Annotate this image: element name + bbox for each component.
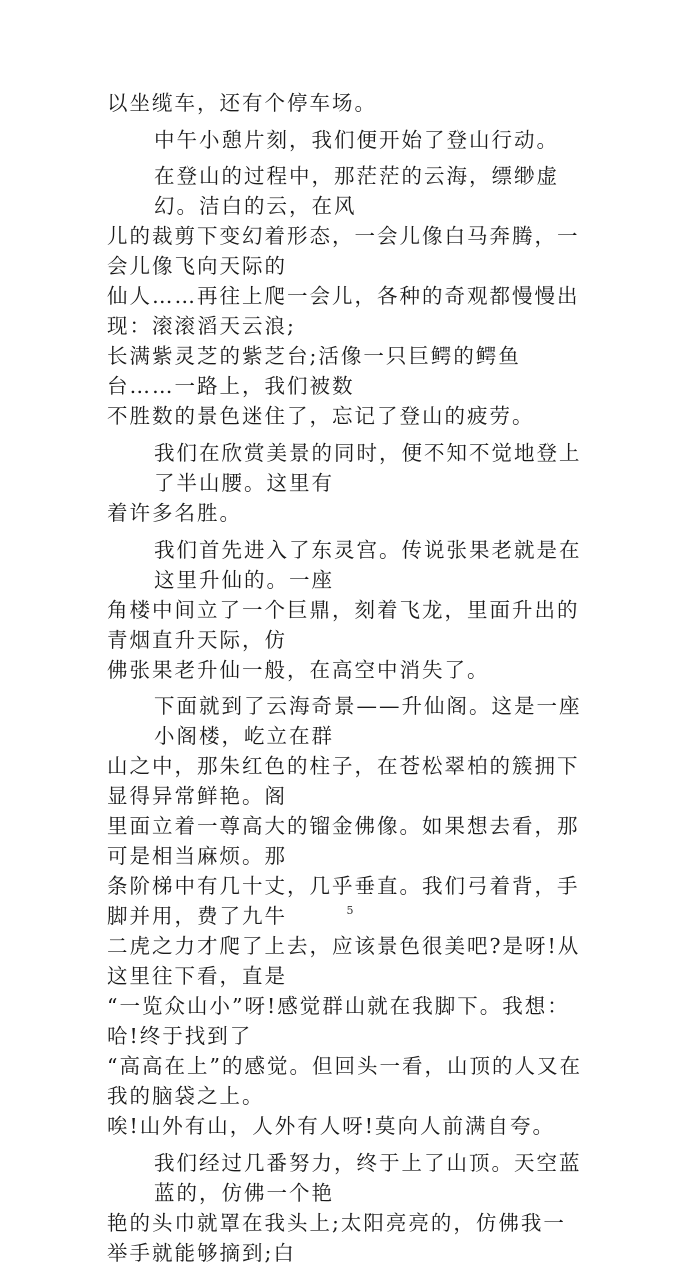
paragraph: [107, 88, 587, 125]
text-line: 二虎之力才爬了上去，应该景色很美吧?是呀!从这里往下看，直是: [107, 934, 581, 989]
text-line: 着许多名胜。: [107, 501, 242, 526]
text-line: 我们经过几番努力，终于上了山顶。天空蓝蓝的，仿佛一个艳: [154, 1151, 582, 1206]
text-line: 下面就到了云海奇景——升仙阁。这是一座小阁楼，屹立在群: [154, 694, 582, 749]
text-line: 长满紫灵芝的紫芝台;活像一只巨鳄的鳄鱼台……一路上，我们被数: [107, 344, 521, 399]
paragraph: [107, 161, 587, 438]
text-line: “一览众山小”呀!感觉群山就在我脚下。我想：哈!终于找到了: [107, 994, 570, 1049]
text-line: 里面立着一尊高大的镏金佛像。如果想去看，那可是相当麻烦。那: [107, 814, 580, 869]
text-line: 不胜数的景色迷住了，忘记了登山的疲劳。: [107, 404, 535, 429]
text-line: 山之中，那朱红色的柱子，在苍松翠柏的簇拥下显得异常鲜艳。阁: [107, 754, 580, 809]
text-line: 儿的裁剪下变幻着形态，一会儿像白马奔腾，一会儿像飞向天际的: [107, 224, 580, 279]
paragraph: [107, 535, 587, 692]
text-line: 中午小憩片刻，我们便开始了登山行动。: [154, 127, 559, 152]
text-line: 我们在欣赏美景的同时，便不知不觉地登上了半山腰。这里有: [154, 441, 582, 496]
text-line: 佛张果老升仙一般，在高空中消失了。: [107, 657, 490, 682]
paragraph: [107, 438, 587, 535]
paragraph: [107, 125, 587, 162]
text-line: 以坐缆车，还有个停车场。: [107, 91, 377, 115]
text-line: 角楼中间立了一个巨鼎，刻着飞龙，里面升出的青烟直升天际，仿: [107, 597, 580, 652]
text-line: 艳的头巾就罩在我头上;太阳亮亮的，仿佛我一举手就能够摘到;白: [107, 1211, 566, 1266]
paragraph: [107, 691, 587, 1148]
text-line: “高高在上”的感觉。但回头一看，山顶的人又在我的脑袋之上。: [107, 1054, 582, 1109]
text-line: 在登山的过程中，那茫茫的云海，缥缈虚幻。洁白的云，在风: [154, 164, 559, 219]
text-line: 我们首先进入了东灵宫。传说张果老就是在这里升仙的。一座: [154, 537, 582, 592]
text-line: 仙人……再往上爬一会儿，各种的奇观都慢慢出现：滚滚滔天云浪;: [107, 284, 580, 339]
paragraph: [107, 1148, 587, 1268]
document-body: [107, 88, 587, 1268]
text-line: 条阶梯中有几十丈，几乎垂直。我们弓着背，手脚并用，费了九牛: [107, 874, 580, 929]
text-line: 唉!山外有山，人外有人呀!莫向人前满自夸。: [107, 1114, 555, 1139]
page-number: 5: [346, 904, 354, 917]
